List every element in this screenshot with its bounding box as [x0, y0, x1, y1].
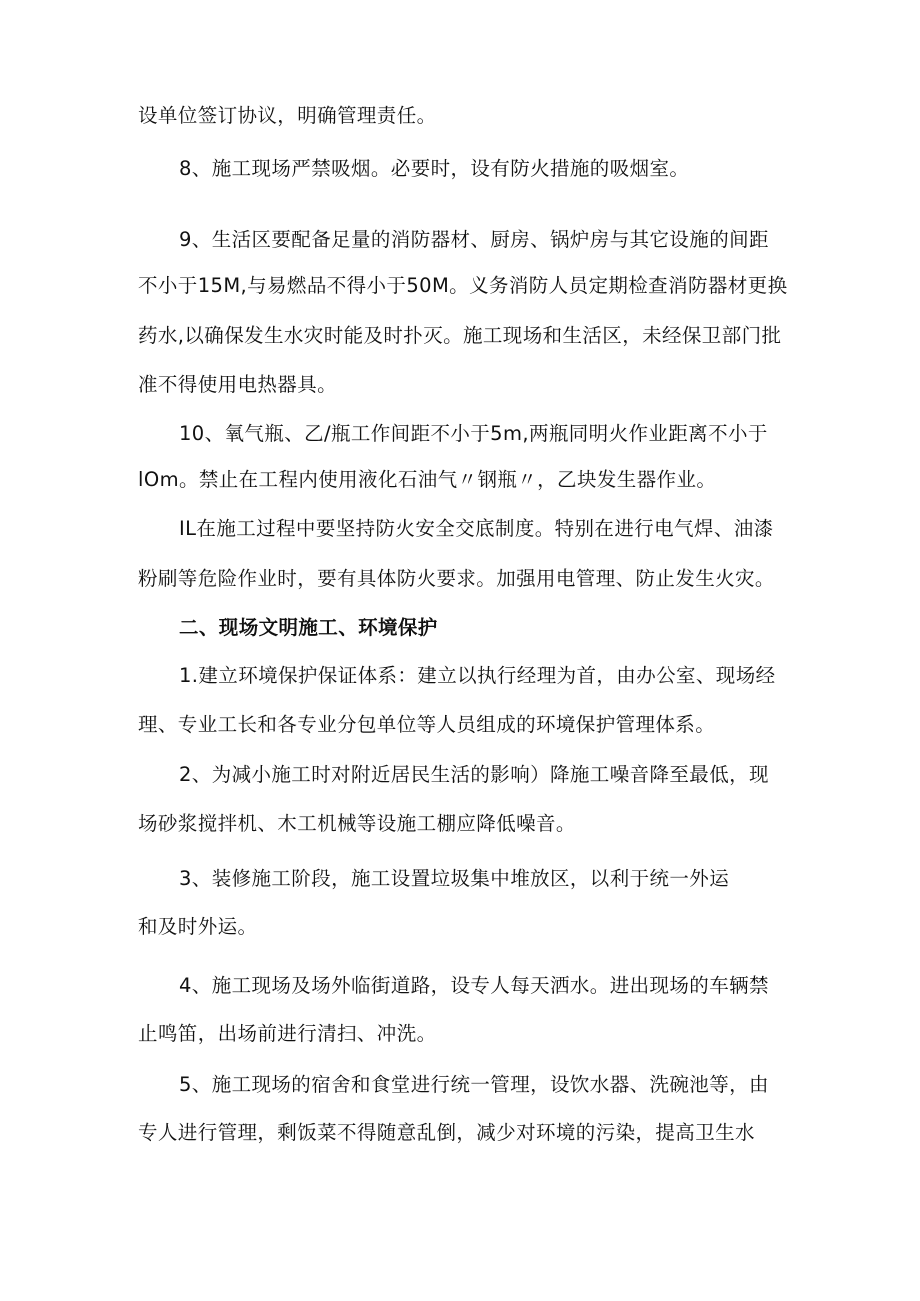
paragraph-line: 设单位签订协议，明确管理责任。: [138, 104, 437, 127]
paragraph-line: 2、为减小施工时对附近居民生活的影响）降施工噪音降至最低，现: [179, 763, 769, 786]
paragraph-line: 药水,以确保发生水灾时能及时扑灭。施工现场和生活区，未经保卫部门批: [138, 324, 782, 347]
paragraph-line: 1.建立环境保护保证体系：建立以执行经理为首，由办公室、现场经: [179, 664, 776, 687]
paragraph-line: 和及时外运。: [138, 915, 258, 938]
paragraph-line: 理、专业工长和各专业分包单位等人员组成的环境保护管理体系。: [138, 713, 716, 736]
section-heading: 二、现场文明施工、环境保护: [179, 616, 438, 639]
paragraph-line: 粉刷等危险作业时，要有具体防火要求。加强用电管理、防止发生火灾。: [138, 567, 775, 590]
paragraph-line: 准不得使用电热器具。: [138, 373, 338, 396]
paragraph-line: 专人进行管理，剩饭菜不得随意乱倒，减少对环境的污染，提高卫生水: [138, 1121, 755, 1144]
paragraph-line: 9、生活区要配备足量的消防器材、厨房、锅炉房与其它设施的间距: [179, 228, 769, 251]
paragraph-line: 不小于15M,与易燃品不得小于50M。义务消防人员定期检查消防器材更换: [138, 274, 788, 297]
paragraph-line: 3、装修施工阶段，施工设置垃圾集中堆放区，以利于统一外运: [179, 867, 730, 890]
paragraph-line: 8、施工现场严禁吸烟。必要时，设有防火措施的吸烟室。: [179, 157, 690, 180]
paragraph-line: 场砂浆搅拌机、木工机械等设施工棚应降低噪音。: [138, 812, 576, 835]
paragraph-line: 止鸣笛，出场前进行清扫、冲洗。: [138, 1022, 437, 1045]
paragraph-line: 4、施工现场及场外临街道路，设专人每天洒水。进出现场的车辆禁: [179, 974, 769, 997]
paragraph-line: 10、氧气瓶、乙/瓶工作间距不小于5m,两瓶同明火作业距离不小于: [179, 422, 768, 445]
paragraph-line: lOm。禁止在工程内使用液化石油气〃钢瓶〃，乙块发生器作业。: [138, 468, 717, 491]
paragraph-line: IL在施工过程中要坚持防火安全交底制度。特别在进行电气焊、油漆: [179, 517, 774, 540]
paragraph-line: 5、施工现场的宿舍和食堂进行统一管理，设饮水器、洗碗池等，由: [179, 1073, 769, 1096]
